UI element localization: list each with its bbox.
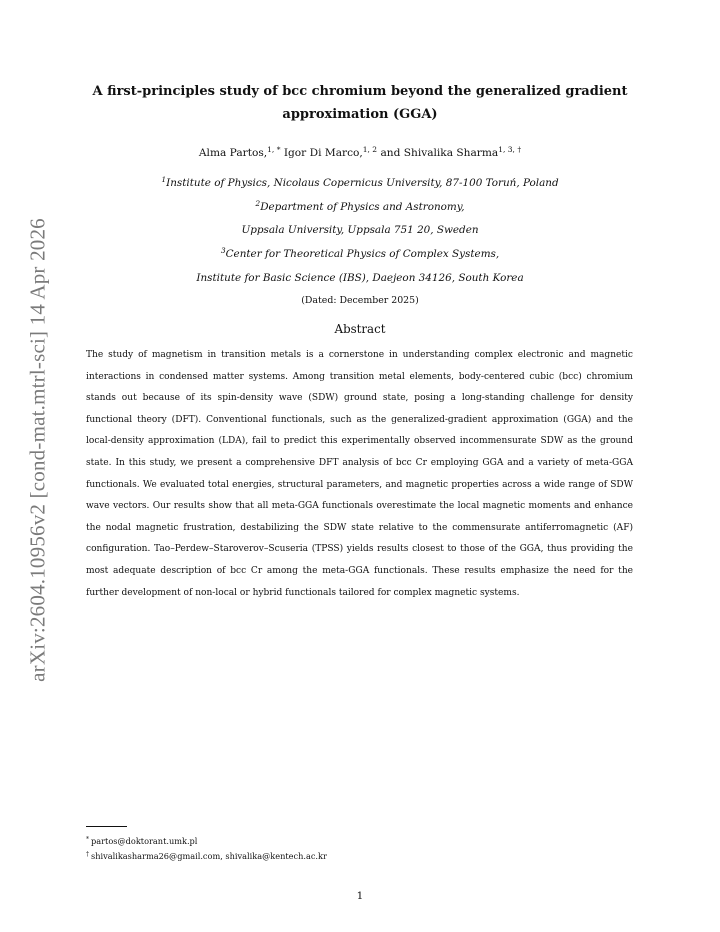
footnote-divider [86,826,127,827]
paper-title: A first-principles study of bcc chromium beyond the generalized gradient approximation (GGA) [92,84,628,122]
affiliation-line [90,177,630,189]
affiliation-line [90,248,630,260]
footnote [86,836,197,846]
author-affiliation-marks: 1, 3, † [498,145,522,154]
page-number: 1 [356,890,364,902]
footnote-email[interactable]: partos@doktorant.umk.pl [91,836,198,846]
author-conjunction: and [380,147,401,159]
affiliation-line [90,224,630,236]
author-list [90,147,630,159]
author-name: Alma Partos, [198,147,268,159]
affiliation-line [90,272,630,284]
author-name: Igor Di Marco, [283,147,363,159]
affiliation-text: Center for Theoretical Physics of Complex Systems, [225,248,500,260]
author-affiliation-marks: 1, * [267,145,281,154]
affiliation-number: 3 [220,246,226,255]
affiliation-number: 1 [161,175,167,184]
abstract-body: The study of magnetism in transition metals is a cornerstone in understanding complex electronic and magnetic interactions in condensed matter systems. Among transition metal elements, body-centered cubic (bcc) chromium stands out because of its spin-density wave (SDW) ground state, posing a long-standing challenge for density functional theory (DFT). Conventional functionals, such as the generalized-gradient approximation (GGA) and the local-density approximation (LDA), fail to predict this experimentally observed incommensurate SDW as the ground state. In this study, we present a comprehensive DFT analysis of bcc Cr employing GGA and a variety of meta-GGA functionals. We evaluated total energies, structural parameters, and magnetic properties across a wide range of SDW wave vectors. Our results show that all meta-GGA functionals overestimate the local magnetic moments and enhance the nodal magnetic frustration, destabilizing the SDW state relative to the commensurate antiferromagnetic (AF) configuration. Tao–Perdew–Staroverov–Scuseria (TPSS) yields results closest to those of the GGA, thus providing the most adequate description of bcc Cr among the meta-GGA functionals. These results emphasize the need for the further development of non-local or hybrid functionals tailored for complex magnetic systems. [86,350,633,598]
affiliation-text: Institute of Physics, Nicolaus Copernicus University, 87-100 Toruń, Poland [166,177,559,189]
dated-line: (Dated: December 2025) [301,295,419,306]
abstract-heading: Abstract [334,322,386,336]
affiliation-line [90,201,630,213]
footnote-mark: † [86,851,89,858]
footnote-mark: * [86,836,89,843]
author-affiliation-marks: 1, 2 [362,145,378,154]
footnote [86,851,327,861]
arxiv-identifier[interactable]: arXiv:2604.10956v2 [cond-mat.mtrl-sci] 14 Apr 2026 [25,218,50,682]
affiliation-text: Institute for Basic Science (IBS), Daejeon 34126, South Korea [196,272,524,284]
affiliation-text: Uppsala University, Uppsala 751 20, Sweden [241,224,479,236]
footnote-email[interactable]: shivalikasharma26@gmail.com, shivalika@kentech.ac.kr [91,851,327,861]
author-name: Shivalika Sharma [403,147,499,159]
affiliation-text: Department of Physics and Astronomy, [260,201,465,213]
affiliation-number: 2 [255,199,261,208]
